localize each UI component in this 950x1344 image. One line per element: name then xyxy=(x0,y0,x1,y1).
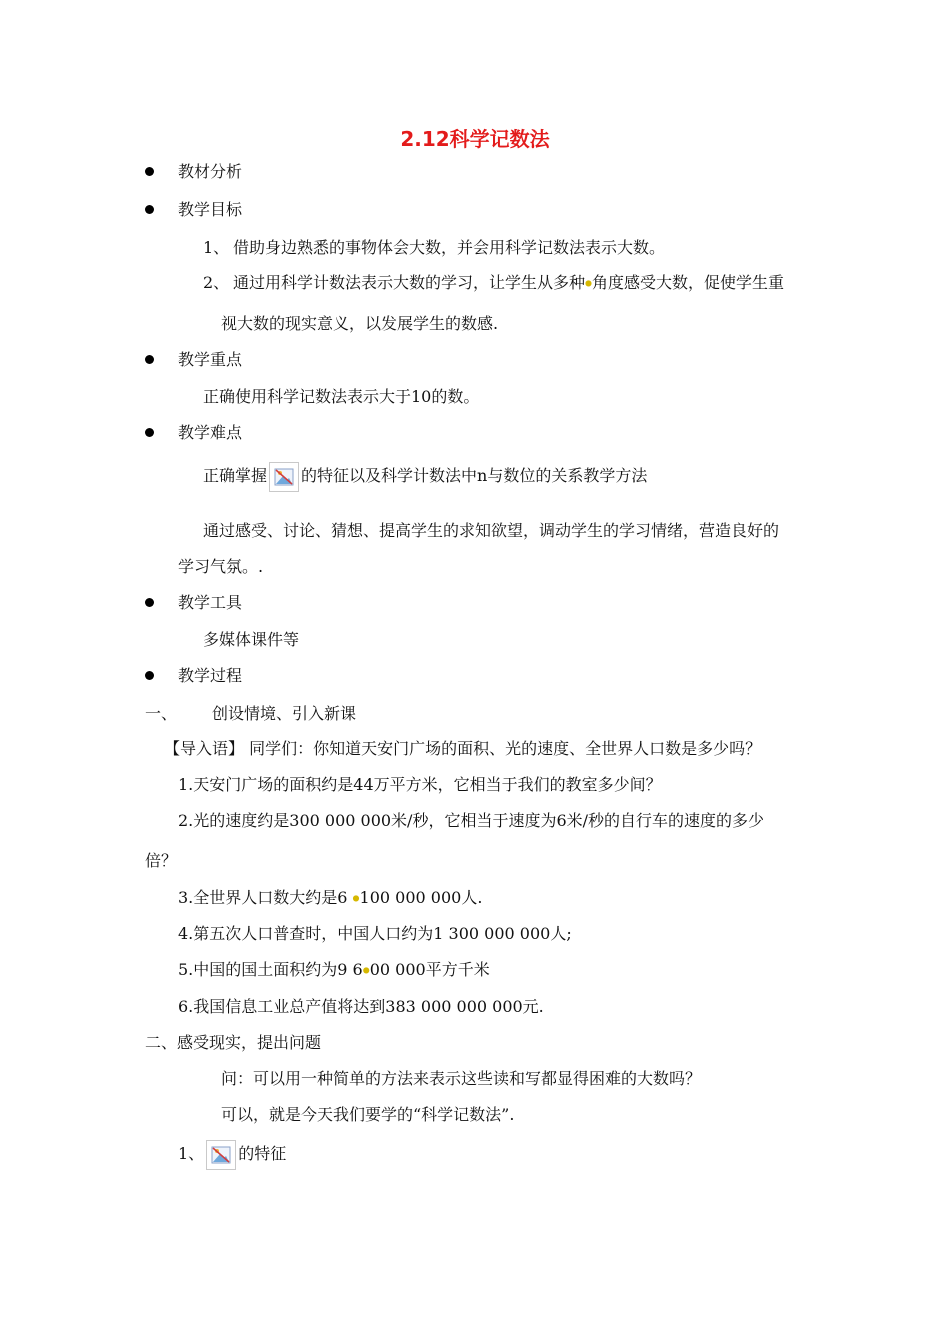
goal-2-continuation: 视大数的现实意义，以发展学生的数感. xyxy=(221,314,499,333)
anchor-mark-icon: ● xyxy=(362,965,370,975)
page-title: 2.12科学记数法 xyxy=(400,127,550,151)
question-1: 1.天安门广场的面积约是44万平方米，它相当于我们的教室多少间？ xyxy=(178,775,662,794)
broken-image-icon xyxy=(269,462,299,492)
section-2-title: 二、感受现实，提出问题 xyxy=(145,1033,322,1052)
heading-teaching-goals: 教学目标 xyxy=(178,200,243,219)
question-6: 6.我国信息工业总产值将达到383 000 000 000元. xyxy=(178,997,544,1016)
goal-2-text xyxy=(233,272,784,295)
question-5-part-b: 00 000平方千米 xyxy=(369,960,490,979)
ask-text: 问：可以用一种简单的方法来表示这些读和写都显得困难的大数吗？ xyxy=(221,1069,702,1088)
item-1 xyxy=(178,1137,286,1171)
section-1-title: 创设情境、引入新课 xyxy=(212,704,357,723)
question-5-part-a: 5.中国的国土面积约为9 6 xyxy=(178,960,363,979)
question-2-line-2: 倍？ xyxy=(145,851,178,870)
key-point-text: 正确使用科学记数法表示大于10的数。 xyxy=(203,387,480,406)
difficulty-text-part-b: 的特征以及科学计数法中n与数位的关系教学方法 xyxy=(301,466,648,485)
item-1-number: 1、 xyxy=(178,1144,205,1163)
goal-2-number: 2、 xyxy=(203,273,230,292)
intro-text: 【导入语】 同学们：你知道天安门广场的面积、光的速度、全世界人口数是多少吗？ xyxy=(164,739,762,758)
question-2-line-1: 2.光的速度约是300 000 000米/秒，它相当于速度为6米/秒的自行车的速度的多少 xyxy=(178,811,765,830)
question-5 xyxy=(178,959,490,982)
broken-image-icon xyxy=(206,1140,236,1170)
method-line-2: 学习气氛。. xyxy=(178,557,264,576)
bullet-dot xyxy=(145,598,154,607)
goal-1-number: 1、 xyxy=(203,238,230,257)
tools-text: 多媒体课件等 xyxy=(203,630,300,649)
section-1-number: 一、 xyxy=(145,704,178,723)
goal-1-text: 借助身边熟悉的事物体会大数，并会用科学记数法表示大数。 xyxy=(233,238,666,257)
heading-textbook-analysis: 教材分析 xyxy=(178,162,243,181)
anchor-mark-icon: ● xyxy=(585,278,592,288)
question-3-part-b: 100 000 000人. xyxy=(359,888,483,907)
heading-difficulty: 教学难点 xyxy=(178,423,243,442)
difficulty-text xyxy=(203,459,647,493)
heading-process: 教学过程 xyxy=(178,666,243,685)
heading-tools: 教学工具 xyxy=(178,593,243,612)
question-3-part-a: 3.全世界人口数大约是6 xyxy=(178,888,353,907)
bullet-dot xyxy=(145,205,154,214)
bullet-dot xyxy=(145,428,154,437)
bullet-dot xyxy=(145,355,154,364)
question-4: 4.第五次人口普查时，中国人口约为1 300 000 000人; xyxy=(178,924,572,943)
bullet-dot xyxy=(145,671,154,680)
difficulty-text-part-a: 正确掌握 xyxy=(203,466,268,485)
answer-text: 可以，就是今天我们要学的“科学记数法”. xyxy=(221,1105,515,1124)
goal-2-text-part-a: 通过用科学计数法表示大数的学习，让学生从多种 xyxy=(233,273,586,292)
item-1-text: 的特征 xyxy=(238,1144,287,1163)
heading-key-point: 教学重点 xyxy=(178,350,243,369)
bullet-dot xyxy=(145,167,154,176)
anchor-mark-icon: ● xyxy=(352,893,360,903)
question-3 xyxy=(178,887,482,910)
goal-2-text-part-b: 角度感受大数，促使学生重 xyxy=(592,273,785,292)
method-line-1: 通过感受、讨论、猜想、提高学生的求知欲望，调动学生的学习情绪，营造良好的 xyxy=(203,521,780,540)
